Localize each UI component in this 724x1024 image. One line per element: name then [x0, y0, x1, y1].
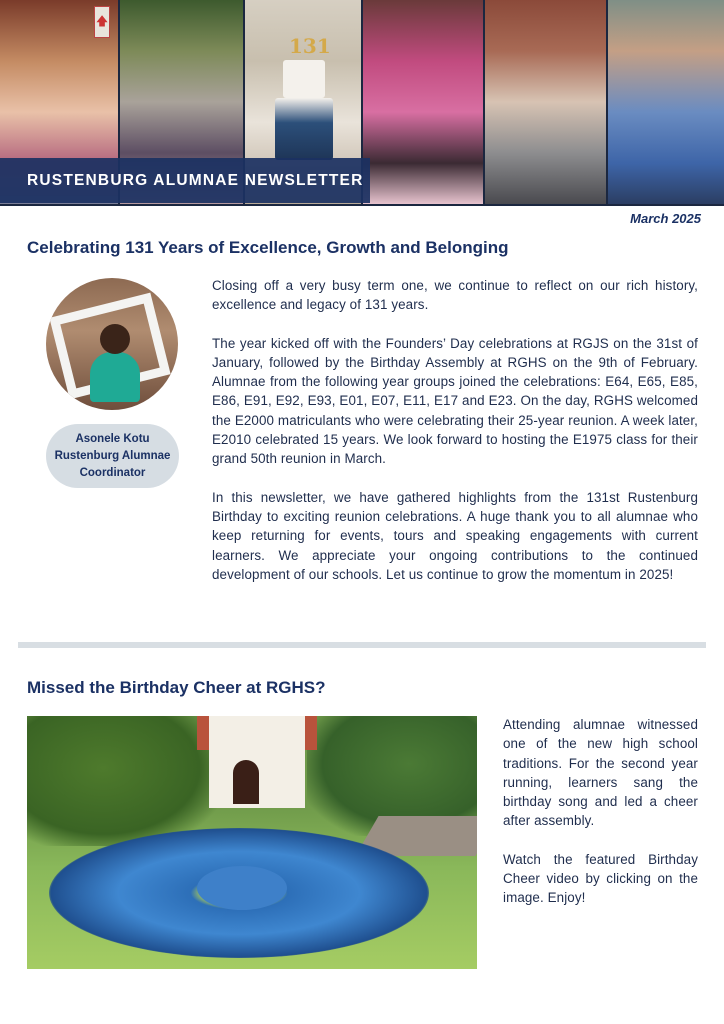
cake-illustration: [275, 40, 333, 160]
exit-sign-icon: 🡅: [94, 6, 110, 38]
paragraph: The year kicked off with the Founders’ Day celebrations at RGJS on the 31st of January, followed by the Birthday Assembly at RGHS on the 9th of February. Alumnae from the following year groups joined the celebrations: E64, E65, E85, E86, E91, E92, E93, E01, E07, E11, E17 and E23. On the day, RGHS welcomed the E2000 matriculants who were celebrating their 25-year reunion. A week later, E2010 celebrated 15 years. We look forward to hosting the E1975 class for their grand 50th reunion in March.: [212, 335, 698, 467]
section-title-birthday-cheer: Missed the Birthday Cheer at RGHS?: [27, 678, 326, 697]
section-divider: [18, 642, 706, 648]
paragraph: Closing off a very busy term one, we continue to reflect on our rich history, excellence and legacy of 131 years.: [212, 278, 698, 313]
coordinator-role-line2: Coordinator: [79, 466, 146, 479]
newsletter-banner-title: RUSTENBURG ALUMNAE NEWSLETTER: [0, 158, 370, 203]
paragraph: Attending alumnae witnessed one of the new high school traditions. For the second year running, learners sang the birthday song and led a cheer after assembly.: [503, 717, 698, 829]
coordinator-name: Asonele Kotu: [75, 432, 150, 445]
birthday-cheer-video-thumbnail[interactable]: [27, 716, 477, 969]
coordinator-name-badge: [46, 424, 179, 488]
coordinator-role-line1: Rustenburg Alumnae: [54, 449, 171, 462]
paragraph: Watch the featured Birthday Cheer video by clicking on the image. Enjoy!: [503, 851, 698, 906]
learners-uniform-photo: [608, 0, 724, 204]
coordinator-portrait: [46, 278, 178, 410]
learners-celebration-photo: [363, 0, 483, 204]
section-title-celebrating: Celebrating 131 Years of Excellence, Growth and Belonging: [27, 238, 509, 257]
cake-number-topper: 131: [289, 34, 331, 58]
paragraph: In this newsletter, we have gathered highlights from the 131st Rustenburg Birthday to exciting reunion celebrations. A huge thank you to all alumnae who keep returning for events, tours and speaking engagements with current learners. We appreciate your ongoing contributions to the continued development of our schools. Let us continue to grow the momentum in 2025!: [212, 489, 698, 582]
section1-body: [212, 276, 698, 603]
section2-body: [503, 715, 698, 927]
issue-date: March 2025: [630, 211, 701, 226]
alumnae-seated-photo: [485, 0, 606, 204]
